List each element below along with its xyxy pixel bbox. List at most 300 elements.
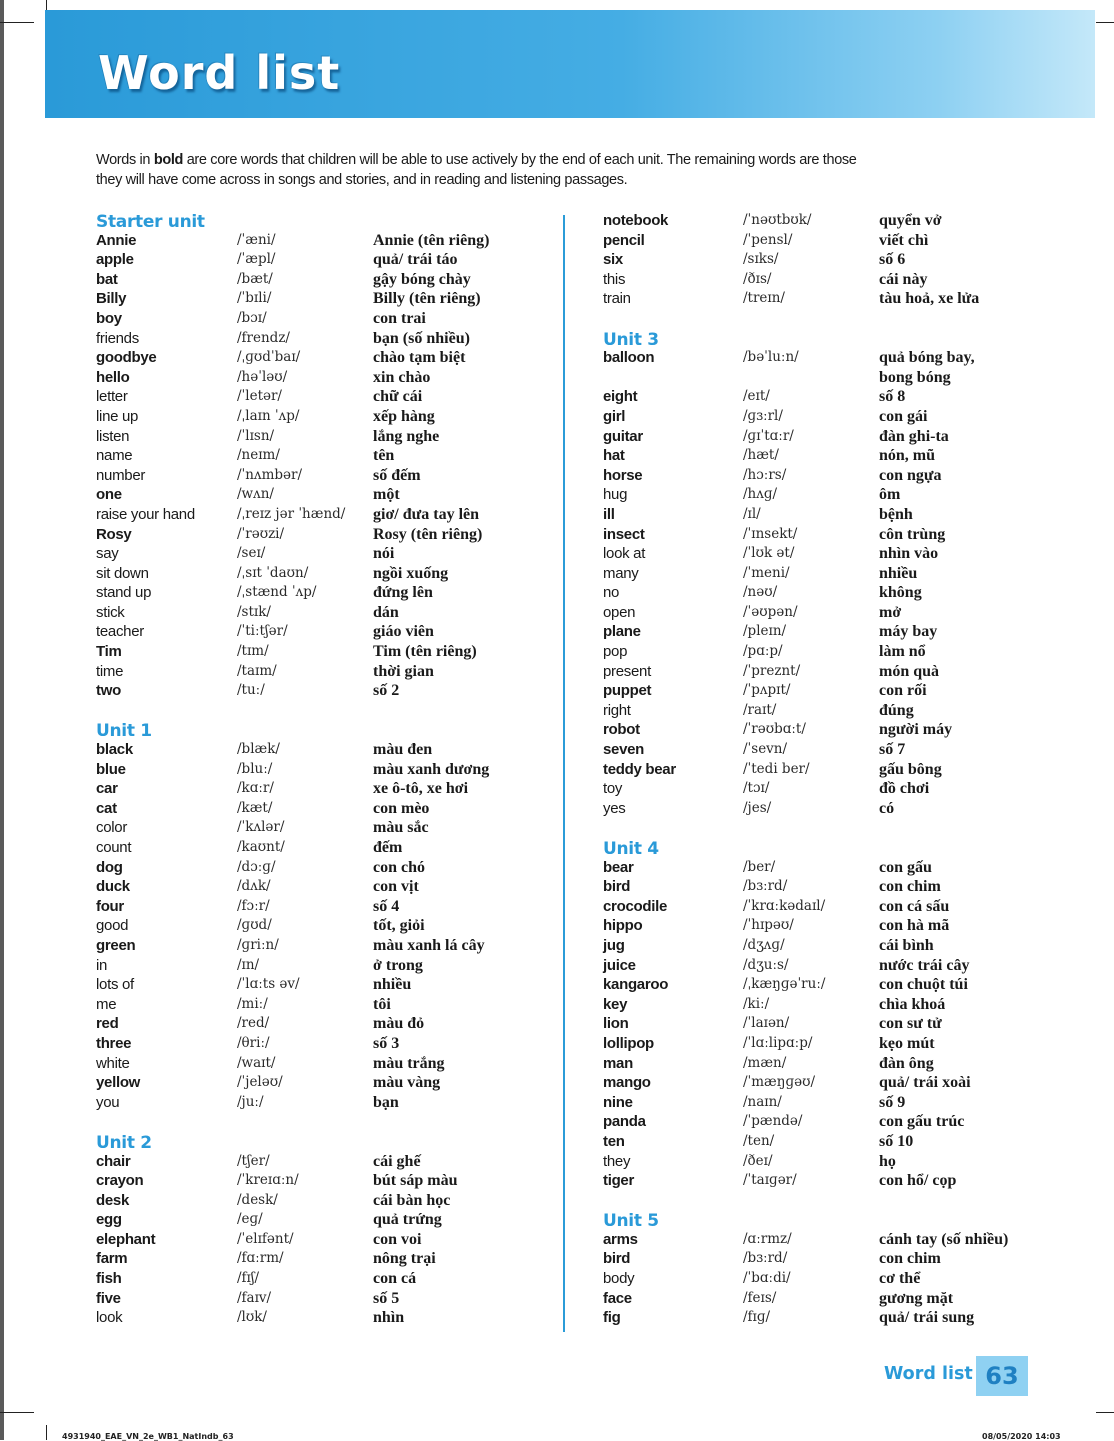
word-row [603,583,922,603]
english-word: Billy [96,290,127,308]
vietnamese-meaning: cái ghế [373,1152,421,1170]
vietnamese-meaning: màu trắng [373,1054,445,1072]
pronunciation: /ˈsevn/ [743,741,788,758]
pronunciation: /ˈmæŋɡəʊ/ [743,1074,815,1091]
crop-mark [0,22,34,23]
word-row [603,720,953,740]
word-row [603,1308,975,1328]
english-word: sit down [96,564,149,582]
pronunciation: /ˈletər/ [237,388,282,405]
word-row [96,662,434,682]
vietnamese-meaning: bạn [373,1093,399,1111]
english-word: balloon [603,349,655,367]
vietnamese-meaning: số 9 [879,1093,906,1111]
vietnamese-meaning: chào tạm biệt [373,349,466,367]
pronunciation: /ˈkʌlər/ [237,819,285,836]
word-row [603,1132,914,1152]
word-row [96,270,471,290]
english-word: black [96,741,133,759]
word-row [603,270,928,290]
english-word: yellow [96,1074,141,1092]
pronunciation: /ˈjeləʊ/ [237,1074,283,1091]
word-row [96,505,480,525]
word-row [96,975,412,995]
english-word: cat [96,799,117,817]
word-row [96,348,466,368]
vietnamese-meaning: con chó [373,858,425,876]
word-row [96,622,434,642]
pronunciation: /tɪm/ [237,643,269,660]
word-row [96,466,421,486]
vietnamese-meaning: đồ chơi [879,780,930,798]
section-spacer [603,309,659,329]
pronunciation: /eɪt/ [743,388,770,405]
vietnamese-meaning: quyển vở [879,212,942,229]
word-row [603,544,939,564]
vietnamese-meaning: con rối [879,682,927,700]
english-word: robot [603,721,640,739]
vietnamese-meaning: quả/ trái xoài [879,1074,971,1092]
pronunciation: /dɔːɡ/ [237,858,276,875]
word-row [603,485,901,505]
english-word: one [96,486,122,504]
word-row [603,446,936,466]
pronunciation: /ˈlɪsn/ [237,427,275,444]
word-row [96,916,425,936]
word-column-left [96,211,490,1328]
pronunciation: /wʌn/ [237,486,274,503]
word-row [96,368,431,388]
english-word: man [603,1054,633,1072]
word-row [96,583,433,603]
vietnamese-meaning: cái bàn học [373,1191,451,1209]
pronunciation: /ˈhɪpəʊ/ [743,917,794,934]
vietnamese-meaning: số 10 [879,1132,914,1150]
pronunciation: /ɡʊd/ [237,917,272,934]
vietnamese-meaning: con gấu trúc [879,1113,965,1131]
vietnamese-meaning: đứng lên [373,584,433,602]
word-row [603,1034,935,1054]
pronunciation: /eɡ/ [237,1211,263,1228]
word-row [96,1230,422,1250]
english-word: green [96,936,136,954]
english-word: arms [603,1230,638,1248]
word-row [603,407,928,427]
english-word: lots of [96,976,134,994]
word-row [96,779,469,799]
vietnamese-meaning: bút sáp màu [373,1172,458,1190]
section-spacer [603,818,659,838]
pronunciation: /kɑːr/ [237,780,274,797]
english-word: in [96,956,108,974]
english-word: stick [96,603,125,621]
pronunciation: /faɪv/ [237,1289,272,1306]
pronunciation: /ɪn/ [237,956,260,973]
pronunciation: /juː/ [237,1093,264,1110]
word-row [603,1230,1009,1250]
vietnamese-meaning: nhiều [879,564,918,582]
word-row [96,936,485,956]
vietnamese-meaning: nông trại [373,1250,436,1268]
vietnamese-meaning: màu đỏ [373,1015,425,1033]
vietnamese-meaning: người máy [879,721,953,739]
vietnamese-meaning: màu xanh dương [373,760,490,778]
pronunciation: /tɔɪ/ [743,780,770,797]
english-word: car [96,780,118,798]
pronunciation: /dʒʌɡ/ [743,936,785,953]
word-row [603,681,927,701]
english-word: ill [603,505,615,523]
word-row [96,760,490,780]
word-row [603,231,929,251]
word-row [603,250,906,270]
pronunciation: /ten/ [743,1132,775,1149]
word-row [96,1152,421,1172]
vietnamese-meaning: giáo viên [373,623,434,641]
english-word: Rosy [96,525,132,543]
word-row [603,1112,965,1132]
vietnamese-meaning: bệnh [879,505,913,523]
english-word: time [96,662,124,680]
pronunciation: /ˌstænd ˈʌp/ [237,584,317,601]
vietnamese-meaning: số 4 [373,897,400,915]
english-word: raise your hand [96,505,195,523]
english-word: teddy bear [603,760,676,778]
word-row [603,858,932,878]
pronunciation: /ˈæni/ [237,231,276,248]
english-word: egg [96,1211,122,1229]
vietnamese-meaning: chìa khoá [879,995,946,1013]
word-row [603,995,946,1015]
vietnamese-meaning: Rosy (tên riêng) [373,525,483,543]
vietnamese-meaning: ở trong [373,956,423,974]
word-row [603,1054,934,1074]
vietnamese-meaning: nhìn [373,1309,405,1327]
pronunciation: /fɪʃ/ [237,1270,260,1287]
pronunciation: /ˈelɪfənt/ [237,1230,294,1247]
vietnamese-meaning: con chim [879,1250,941,1268]
word-row [96,858,425,878]
vietnamese-meaning: con gấu [879,858,932,876]
word-row [96,1073,441,1093]
pronunciation: /hæt/ [743,447,779,464]
crop-mark [1096,1412,1114,1413]
vietnamese-meaning: Annie (tên riêng) [373,231,490,249]
word-row [96,407,435,427]
word-column-right [603,211,1009,1328]
vietnamese-meaning: không [879,584,922,602]
pronunciation: /ber/ [743,858,776,875]
english-word: blue [96,760,126,778]
pronunciation: /nəʊ/ [743,584,778,601]
vietnamese-meaning: con gái [879,407,928,425]
english-word: five [96,1289,121,1307]
word-row [96,1210,442,1230]
english-word: yes [603,799,626,817]
english-word: Tim [96,643,122,661]
word-row [96,1171,458,1191]
pronunciation: /treɪn/ [743,290,785,307]
word-row [603,916,950,936]
word-row [96,525,483,545]
english-word: good [96,917,129,935]
word-row [96,1014,425,1034]
vietnamese-meaning: số đếm [373,466,421,484]
vietnamese-meaning: nói [373,545,395,563]
unit-heading: Unit 3 [603,329,659,350]
vietnamese-meaning: gấu bông [879,760,942,778]
pronunciation: /pɑːp/ [743,643,783,660]
pronunciation: /ɑːrmz/ [743,1230,792,1247]
english-word: Annie [96,231,137,249]
english-word: nine [603,1093,633,1111]
vietnamese-meaning-line2: bong bóng [879,368,951,386]
vietnamese-meaning: Billy (tên riêng) [373,290,481,308]
vietnamese-meaning: nhìn vào [879,545,939,563]
pronunciation: /ˈrəʊzi/ [237,525,285,542]
english-word: many [603,564,639,582]
word-row [603,936,934,956]
vietnamese-meaning: con mèo [373,799,430,817]
word-row [96,309,426,329]
pronunciation: /bæt/ [237,270,273,287]
intro-post: are core words that children will be able to use actively by the end of each unit. The remaining words are those they will have come across in songs and stories, and in reading and listening passages. [96,152,857,188]
english-word: ten [603,1132,625,1150]
vietnamese-meaning: tàu hoả, xe lửa [879,290,980,308]
pronunciation: /ðɪs/ [743,270,772,287]
word-row [96,485,400,505]
english-word: crocodile [603,897,667,915]
word-row [603,1289,954,1309]
unit-heading: Unit 2 [96,1132,152,1153]
intro-text [96,150,886,190]
pronunciation: /ˈrəʊbɑːt/ [743,721,806,738]
english-word: key [603,995,628,1013]
vietnamese-meaning: con sư tử [879,1015,942,1033]
vietnamese-meaning: ngồi xuống [373,564,449,582]
pronunciation: /tuː/ [237,682,265,699]
word-row [603,1014,942,1034]
english-word: bat [96,270,118,288]
word-row [603,975,968,995]
word-row [603,779,930,799]
english-word: bird [603,1250,631,1268]
vietnamese-meaning: cái bình [879,936,934,954]
word-row [96,231,490,251]
pronunciation: /sɪks/ [743,251,779,268]
english-word: notebook [603,212,669,229]
pronunciation: /neɪm/ [237,447,280,464]
pronunciation: /ˈnʌmbər/ [237,466,303,483]
word-row [96,681,400,701]
vietnamese-meaning: cơ thể [879,1270,921,1288]
vietnamese-meaning: viết chì [879,231,929,249]
english-word: letter [96,388,128,406]
pronunciation: /bluː/ [237,760,273,777]
vietnamese-meaning: nón, mũ [879,447,936,465]
crop-mark [46,1425,47,1440]
english-word: jug [603,936,625,954]
pronunciation: /ˈtaɪɡər/ [743,1172,797,1189]
vietnamese-meaning: con ngựa [879,466,942,484]
english-word: hippo [603,917,643,935]
vietnamese-meaning: máy bay [879,623,938,641]
english-word: they [603,1152,631,1170]
vietnamese-meaning: côn trùng [879,525,946,543]
pronunciation: /ˈlɑːts əv/ [237,976,300,993]
pronunciation: /fɑːrm/ [237,1250,284,1267]
page-title: Word list [98,46,341,100]
unit-heading: Unit 4 [603,839,659,859]
vietnamese-meaning: một [373,486,400,504]
footer-label: Word list [884,1364,973,1384]
word-row [96,427,440,447]
pronunciation: /lʊk/ [237,1309,267,1326]
english-word: look at [603,545,646,563]
vietnamese-meaning: quả bóng bay, [879,349,975,367]
english-word: puppet [603,682,652,700]
vietnamese-meaning: đếm [373,839,403,856]
english-word: teacher [96,623,144,641]
vietnamese-meaning: quả trứng [373,1211,442,1229]
vietnamese-meaning: xin chào [373,368,431,386]
pronunciation: /ˈlʊk ət/ [743,545,795,562]
vietnamese-meaning: màu đen [373,741,433,759]
word-row [96,838,403,858]
vietnamese-meaning: gương mặt [879,1289,954,1307]
word-row [96,1191,451,1211]
word-row [603,740,906,760]
vietnamese-meaning: cái này [879,270,928,288]
vietnamese-meaning: lắng nghe [373,427,440,445]
word-row [96,387,423,407]
word-row [603,387,906,407]
word-row [603,1073,971,1093]
vietnamese-meaning: cánh tay (số nhiều) [879,1230,1009,1248]
word-row [96,818,429,838]
pronunciation: /desk/ [237,1191,278,1208]
vietnamese-meaning: con hổ/ cọp [879,1172,957,1190]
vietnamese-meaning: đàn ghi-ta [879,427,949,445]
pronunciation: /bɔɪ/ [237,309,267,326]
vietnamese-meaning: đúng [879,701,914,719]
word-row [603,564,918,584]
english-word: fig [603,1309,621,1327]
vietnamese-meaning: con hà mã [879,917,950,935]
english-word: guitar [603,427,643,445]
vietnamese-meaning: màu sắc [373,819,429,837]
vietnamese-meaning: có [879,799,895,817]
word-row [603,956,970,976]
english-word: stand up [96,584,152,602]
page-edge [0,0,4,1440]
vietnamese-meaning: số 3 [373,1034,400,1052]
vietnamese-meaning: số 2 [373,682,400,700]
word-row [96,1093,399,1113]
english-word: eight [603,388,638,406]
english-word: me [96,995,117,1013]
pronunciation: /ɪl/ [743,505,761,522]
vietnamese-meaning: chữ cái [373,388,423,406]
english-word: panda [603,1113,646,1131]
english-word: right [603,701,631,719]
vietnamese-meaning: quả/ trái táo [373,251,458,269]
vietnamese-meaning: kẹo mút [879,1034,935,1052]
column-divider [563,215,565,1332]
english-word: listen [96,427,130,445]
word-row [603,701,914,721]
english-word: this [603,270,626,288]
pronunciation: /ɡɪˈtɑːr/ [743,427,794,444]
word-row [96,329,470,349]
pronunciation: /ˈpensl/ [743,231,793,248]
vietnamese-meaning: số 8 [879,388,906,406]
english-word: bird [603,878,631,896]
english-word: elephant [96,1230,156,1248]
word-row [96,564,449,584]
word-row [96,956,423,976]
crop-mark [46,0,47,10]
english-word: four [96,897,124,915]
pronunciation: /ˈmeni/ [743,564,790,581]
word-row [96,446,395,466]
pronunciation: /ˈpreznt/ [743,662,801,679]
word-row [603,289,980,309]
vietnamese-meaning: con cá sấu [879,897,950,915]
unit-heading: Unit 5 [603,1211,659,1232]
print-slug: 4931940_EAE_VN_2e_WB1_NatIndb_63 [62,1432,234,1441]
pronunciation: /bɜːrd/ [743,878,788,895]
vietnamese-meaning: họ [879,1152,896,1170]
english-word: kangaroo [603,976,669,994]
pronunciation: /ˌɡʊdˈbaɪ/ [237,349,301,366]
vietnamese-meaning: giơ/ đưa tay lên [373,505,480,523]
vietnamese-meaning: màu xanh lá cây [373,936,485,954]
word-row [96,877,419,897]
pronunciation: /fɪɡ/ [743,1309,771,1326]
unit-heading: Starter unit [96,212,205,232]
english-word: color [96,819,128,837]
vietnamese-meaning: màu vàng [373,1074,441,1092]
pronunciation: /ˈnəʊtbʊk/ [743,212,812,228]
pronunciation: /miː/ [237,995,268,1012]
pronunciation: /ˈpændə/ [743,1113,803,1130]
english-word: dog [96,858,123,876]
crop-mark [0,1412,34,1413]
section-spacer [603,1191,659,1211]
english-word: three [96,1034,132,1052]
pronunciation: /mæn/ [743,1054,787,1071]
pronunciation: /red/ [237,1015,270,1032]
word-row [96,1034,400,1054]
pronunciation: /ˈpʌpɪt/ [743,682,791,699]
pronunciation: /həˈləʊ/ [237,368,288,385]
word-row [96,1249,436,1269]
vietnamese-meaning: số 7 [879,741,906,759]
pronunciation: /taɪm/ [237,662,277,679]
vietnamese-meaning: xe ô-tô, xe hơi [373,780,469,798]
english-word: count [96,839,132,856]
word-row [603,642,926,662]
word-row [96,995,391,1015]
english-word: lollipop [603,1034,654,1052]
vietnamese-meaning: làm nổ [879,643,926,661]
word-row [603,505,913,525]
english-word: you [96,1093,120,1111]
pronunciation: /ˈkreɪɑːn/ [237,1172,299,1189]
pronunciation: /tʃer/ [237,1152,270,1169]
pronunciation: /naɪn/ [743,1093,782,1110]
